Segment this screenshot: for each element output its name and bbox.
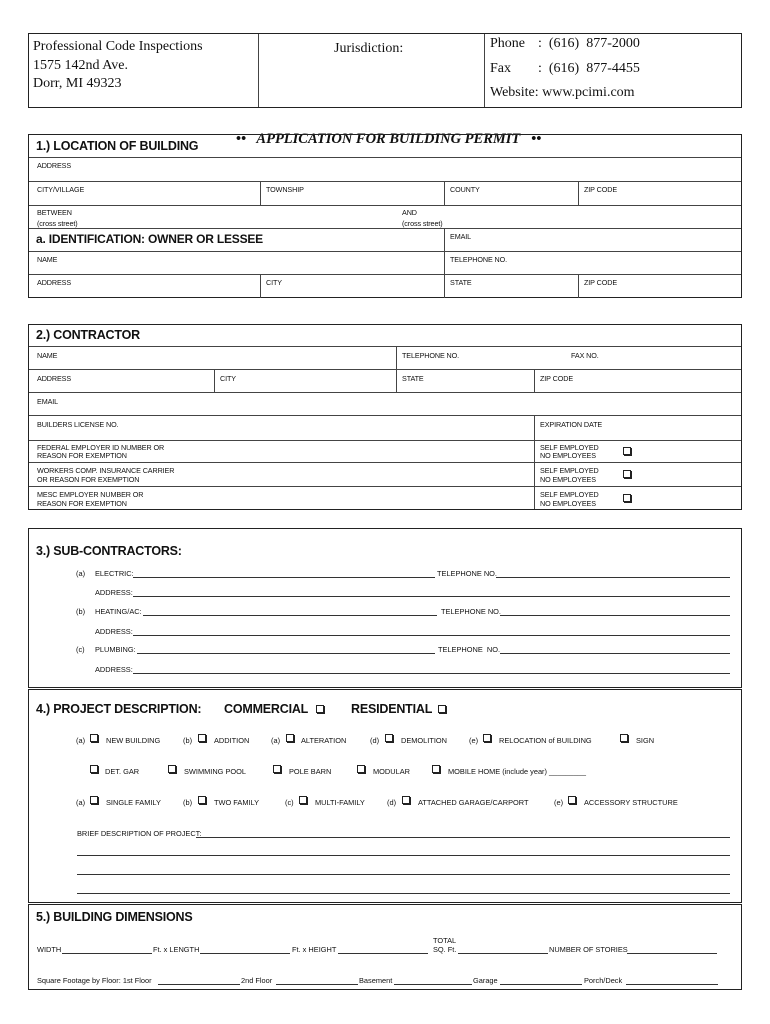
relocation-checkbox[interactable] <box>483 734 491 742</box>
wc-self-employed-checkbox[interactable] <box>623 470 631 478</box>
s1-v4 <box>444 228 445 298</box>
electric-address-label: ADDRESS: <box>95 588 133 597</box>
multi-family-label: MULTI-FAMILY <box>315 798 365 807</box>
mobile-home-checkbox[interactable] <box>432 765 440 773</box>
s2-line-c <box>29 392 741 393</box>
det-gar-label: DET. GAR <box>105 767 140 776</box>
demolition-checkbox[interactable] <box>385 734 393 742</box>
s1-line-e <box>29 251 741 252</box>
attached-garage-checkbox[interactable] <box>402 796 410 804</box>
phone-label: Phone <box>490 36 525 51</box>
commercial-checkbox[interactable] <box>316 705 324 713</box>
total-label: TOTAL <box>433 936 457 945</box>
heating-name-line[interactable] <box>143 615 437 616</box>
heating-address-label: ADDRESS: <box>95 627 133 636</box>
swimming-pool-checkbox[interactable] <box>168 765 176 773</box>
heating-letter: (b) <box>76 607 86 616</box>
single-family-label: SINGLE FAMILY <box>106 798 161 807</box>
contractor-zip-label: ZIP CODE <box>540 374 574 383</box>
relocation-letter: (e) <box>469 736 479 745</box>
company-address-line1: 1575 142nd Ave. <box>33 58 129 73</box>
mesc-label-line1: MESC EMPLOYER NUMBER OR <box>37 490 144 499</box>
garage-label: Garage <box>473 976 498 985</box>
porch-deck-label: Porch/Deck <box>584 976 623 985</box>
plumbing-name-line[interactable] <box>137 653 435 654</box>
width-label: WIDTH <box>37 945 62 954</box>
workers-comp-label-line2: OR REASON FOR EXEMPTION <box>37 475 140 484</box>
new-building-checkbox[interactable] <box>90 734 98 742</box>
contractor-telephone-label: TELEPHONE NO. <box>402 351 460 360</box>
two-family-label: TWO FAMILY <box>214 798 260 807</box>
residential-checkbox[interactable] <box>438 705 446 713</box>
s1-v3 <box>578 181 579 205</box>
plumbing-tel-label: TELEPHONE NO. <box>438 645 501 654</box>
fein-label-line2: REASON FOR EXEMPTION <box>37 451 127 460</box>
brief-description-line-3[interactable] <box>77 874 730 875</box>
bullet-right: •• <box>531 131 542 147</box>
s1-v5 <box>260 274 261 298</box>
multi-family-checkbox[interactable] <box>299 796 307 804</box>
fein-self-employed-checkbox[interactable] <box>623 447 631 455</box>
plumbing-tel-line[interactable] <box>500 653 730 654</box>
mobile-home-label: MOBILE HOME (include year) _________ <box>448 767 587 776</box>
plumbing-address-line[interactable] <box>133 673 730 674</box>
section2-title: 2.) CONTRACTOR <box>36 328 140 342</box>
s2-line-f <box>29 462 741 463</box>
s1-line-d <box>29 228 741 229</box>
s1-line-c <box>29 205 741 206</box>
heating-address-line[interactable] <box>133 635 730 636</box>
length-line[interactable] <box>200 953 290 954</box>
heating-tel-line[interactable] <box>500 615 730 616</box>
owner-telephone-label: TELEPHONE NO. <box>450 255 508 264</box>
swimming-pool-label: SWIMMING POOL <box>184 767 247 776</box>
second-floor-label: 2nd Floor <box>241 976 273 985</box>
fein-no-employees: NO EMPLOYEES <box>540 451 596 460</box>
alteration-label: ALTERATION <box>301 736 347 745</box>
sign-checkbox[interactable] <box>620 734 628 742</box>
wc-self-employed: SELF EMPLOYED <box>540 466 599 475</box>
porch-deck-line[interactable] <box>626 984 718 985</box>
ft-length-label: Ft. x LENGTH <box>153 945 200 954</box>
builders-license-label: BUILDERS LICENSE NO. <box>37 420 119 429</box>
mesc-no-employees: NO EMPLOYEES <box>540 499 596 508</box>
two-family-checkbox[interactable] <box>198 796 206 804</box>
attached-garage-label: ATTACHED GARAGE/CARPORT <box>418 798 529 807</box>
s1-zip-label: ZIP CODE <box>584 185 618 194</box>
s1-address-label: ADDRESS <box>37 161 72 170</box>
jurisdiction-label: Jurisdiction: <box>334 41 404 56</box>
s1-line-f <box>29 274 741 275</box>
modular-checkbox[interactable] <box>357 765 365 773</box>
s1-township-label: TOWNSHIP <box>266 185 304 194</box>
stories-label: NUMBER OF STORIES <box>549 945 628 954</box>
sqft-floor-label: Square Footage by Floor: 1st Floor <box>37 976 152 985</box>
s1-county-label: COUNTY <box>450 185 480 194</box>
det-gar-checkbox[interactable] <box>90 765 98 773</box>
mesc-self-employed: SELF EMPLOYED <box>540 490 599 499</box>
owner-address-label: ADDRESS <box>37 278 72 287</box>
section4-title: 4.) PROJECT DESCRIPTION: <box>36 702 202 716</box>
heating-tel-label: TELEPHONE NO. <box>441 607 501 616</box>
s1-line-b <box>29 181 741 182</box>
s1-v6 <box>578 274 579 298</box>
contractor-address-label: ADDRESS <box>37 374 72 383</box>
demolition-label: DEMOLITION <box>401 736 447 745</box>
s1-city-village-label: CITY/VILLAGE <box>37 185 85 194</box>
electric-address-line[interactable] <box>133 596 730 597</box>
plumbing-address-label: ADDRESS: <box>95 665 133 674</box>
owner-state-label: STATE <box>450 278 472 287</box>
addition-letter: (b) <box>183 736 193 745</box>
s2-v2 <box>214 369 215 392</box>
wc-no-employees: NO EMPLOYEES <box>540 475 596 484</box>
single-family-letter: (a) <box>76 798 86 807</box>
electric-name-line[interactable] <box>133 577 435 578</box>
s1-cross-street2-label: (cross street) <box>402 219 443 228</box>
width-line[interactable] <box>62 953 152 954</box>
expiration-date-label: EXPIRATION DATE <box>540 420 603 429</box>
alteration-letter: (a) <box>271 736 281 745</box>
s2-line-a <box>29 346 741 347</box>
electric-label: ELECTRIC: <box>95 569 134 578</box>
addition-checkbox[interactable] <box>198 734 206 742</box>
electric-tel-label: TELEPHONE NO. <box>437 569 497 578</box>
fax-label: Fax <box>490 61 511 76</box>
contractor-name-label: NAME <box>37 351 58 360</box>
s2-line-b <box>29 369 741 370</box>
accessory-structure-checkbox[interactable] <box>568 796 576 804</box>
owner-zip-label: ZIP CODE <box>584 278 618 287</box>
brief-description-label: BRIEF DESCRIPTION OF PROJECT: <box>77 829 202 838</box>
phone-value: : (616) 877-2000 <box>538 36 640 51</box>
residential-label: RESIDENTIAL <box>351 702 433 716</box>
multi-family-letter: (c) <box>285 798 294 807</box>
header-divider-1 <box>258 34 259 107</box>
sign-label: SIGN <box>636 736 655 745</box>
pole-barn-checkbox[interactable] <box>273 765 281 773</box>
brief-description-line-2[interactable] <box>77 855 730 856</box>
section3-title: 3.) SUB-CONTRACTORS: <box>36 544 182 558</box>
basement-label: Basement <box>359 976 393 985</box>
s1-v1 <box>260 181 261 205</box>
electric-tel-line[interactable] <box>496 577 730 578</box>
s2-line-d <box>29 415 741 416</box>
section5-title: 5.) BUILDING DIMENSIONS <box>36 910 193 924</box>
garage-line[interactable] <box>500 984 582 985</box>
two-family-letter: (b) <box>183 798 193 807</box>
company-name: Professional Code Inspections <box>33 39 203 54</box>
electric-letter: (a) <box>76 569 86 578</box>
s2-v3 <box>534 369 535 392</box>
attached-garage-letter: (d) <box>387 798 397 807</box>
mesc-self-employed-checkbox[interactable] <box>623 494 631 502</box>
contractor-city-label: CITY <box>220 374 236 383</box>
section4-box <box>28 689 742 903</box>
heating-label: HEATING/AC: <box>95 607 142 616</box>
mesc-label-line2: REASON FOR EXEMPTION <box>37 499 127 508</box>
owner-name-label: NAME <box>37 255 58 264</box>
second-floor-line[interactable] <box>276 984 358 985</box>
s1-and-label: AND <box>402 208 417 217</box>
header-divider-2 <box>484 34 485 107</box>
relocation-label: RELOCATION of BUILDING <box>499 736 592 745</box>
company-address-line2: Dorr, MI 49323 <box>33 76 122 91</box>
pole-barn-label: POLE BARN <box>289 767 332 776</box>
s1-cross-street-label: (cross street) <box>37 219 78 228</box>
s1-line-a <box>29 157 741 158</box>
basement-line[interactable] <box>394 984 472 985</box>
owner-identification-title: a. IDENTIFICATION: OWNER OR LESSEE <box>36 232 263 246</box>
fax-value: : (616) 877-4455 <box>538 61 640 76</box>
addition-label: ADDITION <box>214 736 250 745</box>
s1-email-label: EMAIL <box>450 232 472 241</box>
modular-label: MODULAR <box>373 767 410 776</box>
single-family-checkbox[interactable] <box>90 796 98 804</box>
accessory-structure-label: ACCESSORY STRUCTURE <box>584 798 678 807</box>
demolition-letter: (d) <box>370 736 380 745</box>
contractor-fax-label: FAX NO. <box>571 351 599 360</box>
s2-line-e <box>29 440 741 441</box>
form-title: APPLICATION FOR BUILDING PERMIT <box>256 131 521 147</box>
owner-city-label: CITY <box>266 278 282 287</box>
bullet-left: •• <box>235 131 247 147</box>
s1-between-label: BETWEEN <box>37 208 72 217</box>
fein-self-employed: SELF EMPLOYED <box>540 443 599 452</box>
accessory-structure-letter: (e) <box>554 798 564 807</box>
stories-line[interactable] <box>627 953 717 954</box>
s2-line-g <box>29 486 741 487</box>
new-building-letter: (a) <box>76 736 86 745</box>
alteration-checkbox[interactable] <box>286 734 294 742</box>
website: Website: www.pcimi.com <box>490 85 635 100</box>
contractor-email-label: EMAIL <box>37 397 59 406</box>
fein-label-line1: FEDERAL EMPLOYER ID NUMBER OR <box>37 443 165 452</box>
sq-ft-label: SQ. Ft. <box>433 945 457 954</box>
sq-ft-line[interactable] <box>458 953 548 954</box>
brief-description-line-4[interactable] <box>77 893 730 894</box>
brief-description-line-1[interactable] <box>196 837 730 838</box>
first-floor-line[interactable] <box>158 984 240 985</box>
workers-comp-label-line1: WORKERS COMP. INSURANCE CARRIER <box>37 466 175 475</box>
commercial-label: COMMERCIAL <box>224 702 309 716</box>
s1-v2 <box>444 181 445 205</box>
height-line[interactable] <box>338 953 428 954</box>
plumbing-letter: (c) <box>76 645 85 654</box>
plumbing-label: PLUMBING: <box>95 645 136 654</box>
ft-height-label: Ft. x HEIGHT <box>292 945 337 954</box>
contractor-state-label: STATE <box>402 374 424 383</box>
new-building-label: NEW BUILDING <box>106 736 161 745</box>
section1-title: 1.) LOCATION OF BUILDING <box>36 139 199 153</box>
